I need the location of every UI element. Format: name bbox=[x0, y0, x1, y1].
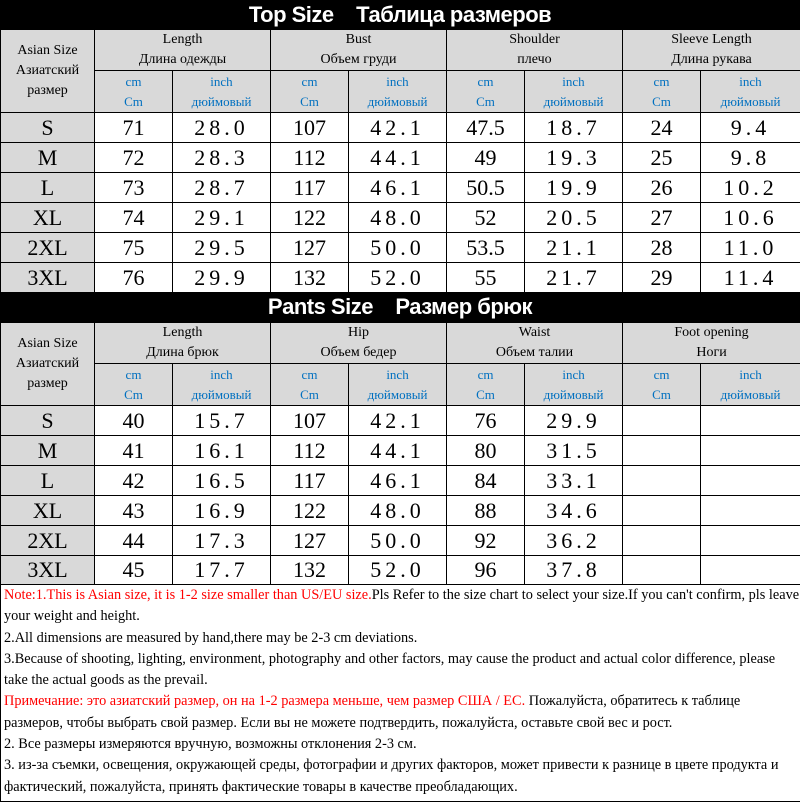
cm-value: 122 bbox=[271, 203, 349, 233]
pants-size-banner bbox=[0, 292, 800, 322]
size-label: M bbox=[1, 436, 95, 466]
note-ru-1 bbox=[4, 691, 800, 734]
inch-value: 37.8 bbox=[525, 556, 623, 585]
empty-cell bbox=[701, 436, 800, 466]
inch-value: 28.0 bbox=[173, 113, 271, 143]
cm-value: 75 bbox=[95, 233, 173, 263]
cm-value: 71 bbox=[95, 113, 173, 143]
unit-inch-header: inch дюймовый bbox=[349, 71, 447, 113]
note-3: 3.Because of shooting, lighting, environment, photography and other factors, may cause the product and actual color difference, please take the actual goods as the prevail. bbox=[4, 650, 776, 689]
cm-value: 41 bbox=[95, 436, 173, 466]
inch-value: 21.7 bbox=[525, 263, 623, 293]
note-1-warning: Note:1.This is Asian size, it is 1-2 size smaller than US/EU size. bbox=[4, 587, 372, 603]
size-label: M bbox=[1, 143, 95, 173]
cm-value: 107 bbox=[271, 113, 349, 143]
table-row bbox=[1, 526, 800, 556]
cm-value: 55 bbox=[447, 263, 525, 293]
inch-value: 36.2 bbox=[525, 526, 623, 556]
cm-value: 47.5 bbox=[447, 113, 525, 143]
note-ru-1-warning: Примечание: это азиатский размер, он на 1-2 размера меньше, чем размер США / ЕС. bbox=[4, 693, 526, 710]
col-header-foot-opening: Foot opening Ноги bbox=[623, 323, 800, 364]
cm-value: 29 bbox=[623, 263, 701, 293]
inch-value: 29.1 bbox=[173, 203, 271, 233]
pants-size-title: Pants Size bbox=[267, 294, 373, 319]
cm-value: 122 bbox=[271, 496, 349, 526]
cm-value: 42 bbox=[95, 466, 173, 496]
inch-value: 18.7 bbox=[525, 113, 623, 143]
inch-value: 15.7 bbox=[173, 406, 271, 436]
empty-cell bbox=[623, 556, 701, 585]
inch-value: 28.7 bbox=[173, 173, 271, 203]
inch-value: 11.0 bbox=[701, 233, 800, 263]
unit-inch-header: inch дюймовый bbox=[701, 364, 800, 406]
empty-cell bbox=[701, 496, 800, 526]
empty-cell bbox=[623, 466, 701, 496]
cm-value: 132 bbox=[271, 556, 349, 585]
top-size-table bbox=[0, 29, 800, 293]
unit-inch-header: inch дюймовый bbox=[173, 71, 271, 113]
unit-inch-header: inch дюймовый bbox=[525, 364, 623, 406]
unit-cm-header: cm Cm bbox=[447, 71, 525, 113]
cm-value: 44 bbox=[95, 526, 173, 556]
cm-value: 112 bbox=[271, 436, 349, 466]
size-label: 3XL bbox=[1, 556, 95, 585]
pants-size-table bbox=[0, 322, 800, 585]
cm-value: 74 bbox=[95, 203, 173, 233]
top-size-title-ru: Таблица размеров bbox=[356, 2, 552, 27]
cm-value: 96 bbox=[447, 556, 525, 585]
note-2: 2.All dimensions are measured by hand,there may be 2-3 cm deviations. bbox=[4, 629, 418, 646]
cm-value: 127 bbox=[271, 233, 349, 263]
table-row bbox=[1, 496, 800, 526]
table-row bbox=[1, 436, 800, 466]
unit-cm-header: cm Cm bbox=[271, 364, 349, 406]
cm-value: 127 bbox=[271, 526, 349, 556]
table-row bbox=[1, 406, 800, 436]
cm-value: 24 bbox=[623, 113, 701, 143]
empty-cell bbox=[623, 406, 701, 436]
cm-value: 73 bbox=[95, 173, 173, 203]
cm-value: 49 bbox=[447, 143, 525, 173]
inch-value: 28.3 bbox=[173, 143, 271, 173]
inch-value: 19.9 bbox=[525, 173, 623, 203]
inch-value: 44.1 bbox=[349, 143, 447, 173]
inch-value: 9.4 bbox=[701, 113, 800, 143]
cm-value: 52 bbox=[447, 203, 525, 233]
inch-value: 46.1 bbox=[349, 173, 447, 203]
empty-cell bbox=[701, 466, 800, 496]
size-label: XL bbox=[1, 496, 95, 526]
cm-value: 43 bbox=[95, 496, 173, 526]
inch-value: 42.1 bbox=[349, 113, 447, 143]
cm-value: 26 bbox=[623, 173, 701, 203]
size-label: L bbox=[1, 466, 95, 496]
empty-cell bbox=[701, 526, 800, 556]
inch-value: 10.2 bbox=[701, 173, 800, 203]
inch-value: 29.5 bbox=[173, 233, 271, 263]
note-ru-1-text: Пожалуйста, обратитесь к таблице размеров, чтобы выбрать свой размер. Если вы не можете подтвердить, пожалуйста, оставьте свой вес и рост. bbox=[4, 693, 741, 731]
unit-cm-header: cm Cm bbox=[623, 71, 701, 113]
inch-value: 19.3 bbox=[525, 143, 623, 173]
col-header-shoulder: Shoulder плечо bbox=[447, 30, 623, 71]
inch-value: 11.4 bbox=[701, 263, 800, 293]
cm-value: 112 bbox=[271, 143, 349, 173]
inch-value: 44.1 bbox=[349, 436, 447, 466]
inch-value: 52.0 bbox=[349, 556, 447, 585]
unit-inch-header: inch дюймовый bbox=[349, 364, 447, 406]
inch-value: 48.0 bbox=[349, 496, 447, 526]
col-header-length: Length Длина одежды bbox=[95, 30, 271, 71]
size-label: 2XL bbox=[1, 233, 95, 263]
col-header-waist: Waist Объем талии bbox=[447, 323, 623, 364]
cm-value: 80 bbox=[447, 436, 525, 466]
table-row bbox=[1, 466, 800, 496]
size-label: S bbox=[1, 406, 95, 436]
cm-value: 92 bbox=[447, 526, 525, 556]
col-header-bust: Bust Объем груди bbox=[271, 30, 447, 71]
empty-cell bbox=[701, 556, 800, 585]
inch-value: 16.9 bbox=[173, 496, 271, 526]
cm-value: 117 bbox=[271, 466, 349, 496]
size-label: S bbox=[1, 113, 95, 143]
asian-size-header: Asian Size Азиатский размер bbox=[1, 30, 95, 113]
unit-cm-header: cm Cm bbox=[95, 71, 173, 113]
inch-value: 50.0 bbox=[349, 526, 447, 556]
unit-cm-header: cm Cm bbox=[271, 71, 349, 113]
cm-value: 40 bbox=[95, 406, 173, 436]
unit-cm-header: cm Cm bbox=[447, 364, 525, 406]
size-label: L bbox=[1, 173, 95, 203]
cm-value: 107 bbox=[271, 406, 349, 436]
unit-cm-header: cm Cm bbox=[623, 364, 701, 406]
cm-value: 117 bbox=[271, 173, 349, 203]
cm-value: 50.5 bbox=[447, 173, 525, 203]
cm-value: 45 bbox=[95, 556, 173, 585]
inch-value: 31.5 bbox=[525, 436, 623, 466]
note-1 bbox=[4, 585, 800, 628]
inch-value: 33.1 bbox=[525, 466, 623, 496]
table-row bbox=[1, 556, 800, 585]
empty-cell bbox=[623, 496, 701, 526]
table-row bbox=[1, 173, 800, 203]
inch-value: 46.1 bbox=[349, 466, 447, 496]
size-label: 2XL bbox=[1, 526, 95, 556]
inch-value: 10.6 bbox=[701, 203, 800, 233]
inch-value: 16.1 bbox=[173, 436, 271, 466]
top-size-banner bbox=[0, 0, 800, 29]
empty-cell bbox=[701, 406, 800, 436]
asian-size-header: Asian Size Азиатский размер bbox=[1, 323, 95, 406]
col-header-hip: Hip Объем бедер bbox=[271, 323, 447, 364]
size-notes bbox=[0, 584, 800, 802]
inch-value: 17.3 bbox=[173, 526, 271, 556]
inch-value: 9.8 bbox=[701, 143, 800, 173]
note-1-text: Pls Refer to the size chart to select your size.If you can't confirm, pls leave your weight and height. bbox=[4, 587, 800, 625]
inch-value: 42.1 bbox=[349, 406, 447, 436]
note-ru-2: 2. Все размеры измеряются вручную, возможны отклонения 2-3 см. bbox=[4, 736, 417, 753]
cm-value: 53.5 bbox=[447, 233, 525, 263]
table-row bbox=[1, 233, 800, 263]
table-row bbox=[1, 203, 800, 233]
col-header-length: Length Длина брюк bbox=[95, 323, 271, 364]
inch-value: 52.0 bbox=[349, 263, 447, 293]
cm-value: 25 bbox=[623, 143, 701, 173]
unit-inch-header: inch дюймовый bbox=[173, 364, 271, 406]
size-label: 3XL bbox=[1, 263, 95, 293]
cm-value: 132 bbox=[271, 263, 349, 293]
cm-value: 76 bbox=[447, 406, 525, 436]
inch-value: 29.9 bbox=[525, 406, 623, 436]
cm-value: 27 bbox=[623, 203, 701, 233]
empty-cell bbox=[623, 436, 701, 466]
cm-value: 72 bbox=[95, 143, 173, 173]
cm-value: 28 bbox=[623, 233, 701, 263]
empty-cell bbox=[623, 526, 701, 556]
inch-value: 20.5 bbox=[525, 203, 623, 233]
unit-inch-header: inch дюймовый bbox=[525, 71, 623, 113]
inch-value: 17.7 bbox=[173, 556, 271, 585]
table-row bbox=[1, 113, 800, 143]
note-ru-3: 3. из-за съемки, освещения, окружающей среды, фотографии и других факторов, может привести к разнице в цвете продукта и фактический, пожалуйста, принять фактические товары в качестве преобладающих. bbox=[4, 757, 779, 795]
inch-value: 21.1 bbox=[525, 233, 623, 263]
inch-value: 50.0 bbox=[349, 233, 447, 263]
inch-value: 48.0 bbox=[349, 203, 447, 233]
inch-value: 29.9 bbox=[173, 263, 271, 293]
unit-inch-header: inch дюймовый bbox=[701, 71, 800, 113]
cm-value: 84 bbox=[447, 466, 525, 496]
table-row bbox=[1, 143, 800, 173]
top-size-title: Top Size bbox=[248, 2, 334, 27]
inch-value: 16.5 bbox=[173, 466, 271, 496]
inch-value: 34.6 bbox=[525, 496, 623, 526]
table-row bbox=[1, 263, 800, 293]
size-label: XL bbox=[1, 203, 95, 233]
unit-cm-header: cm Cm bbox=[95, 364, 173, 406]
cm-value: 76 bbox=[95, 263, 173, 293]
cm-value: 88 bbox=[447, 496, 525, 526]
col-header-sleeve-length: Sleeve Length Длина рукава bbox=[623, 30, 800, 71]
pants-size-title-ru: Размер брюк bbox=[395, 294, 533, 319]
